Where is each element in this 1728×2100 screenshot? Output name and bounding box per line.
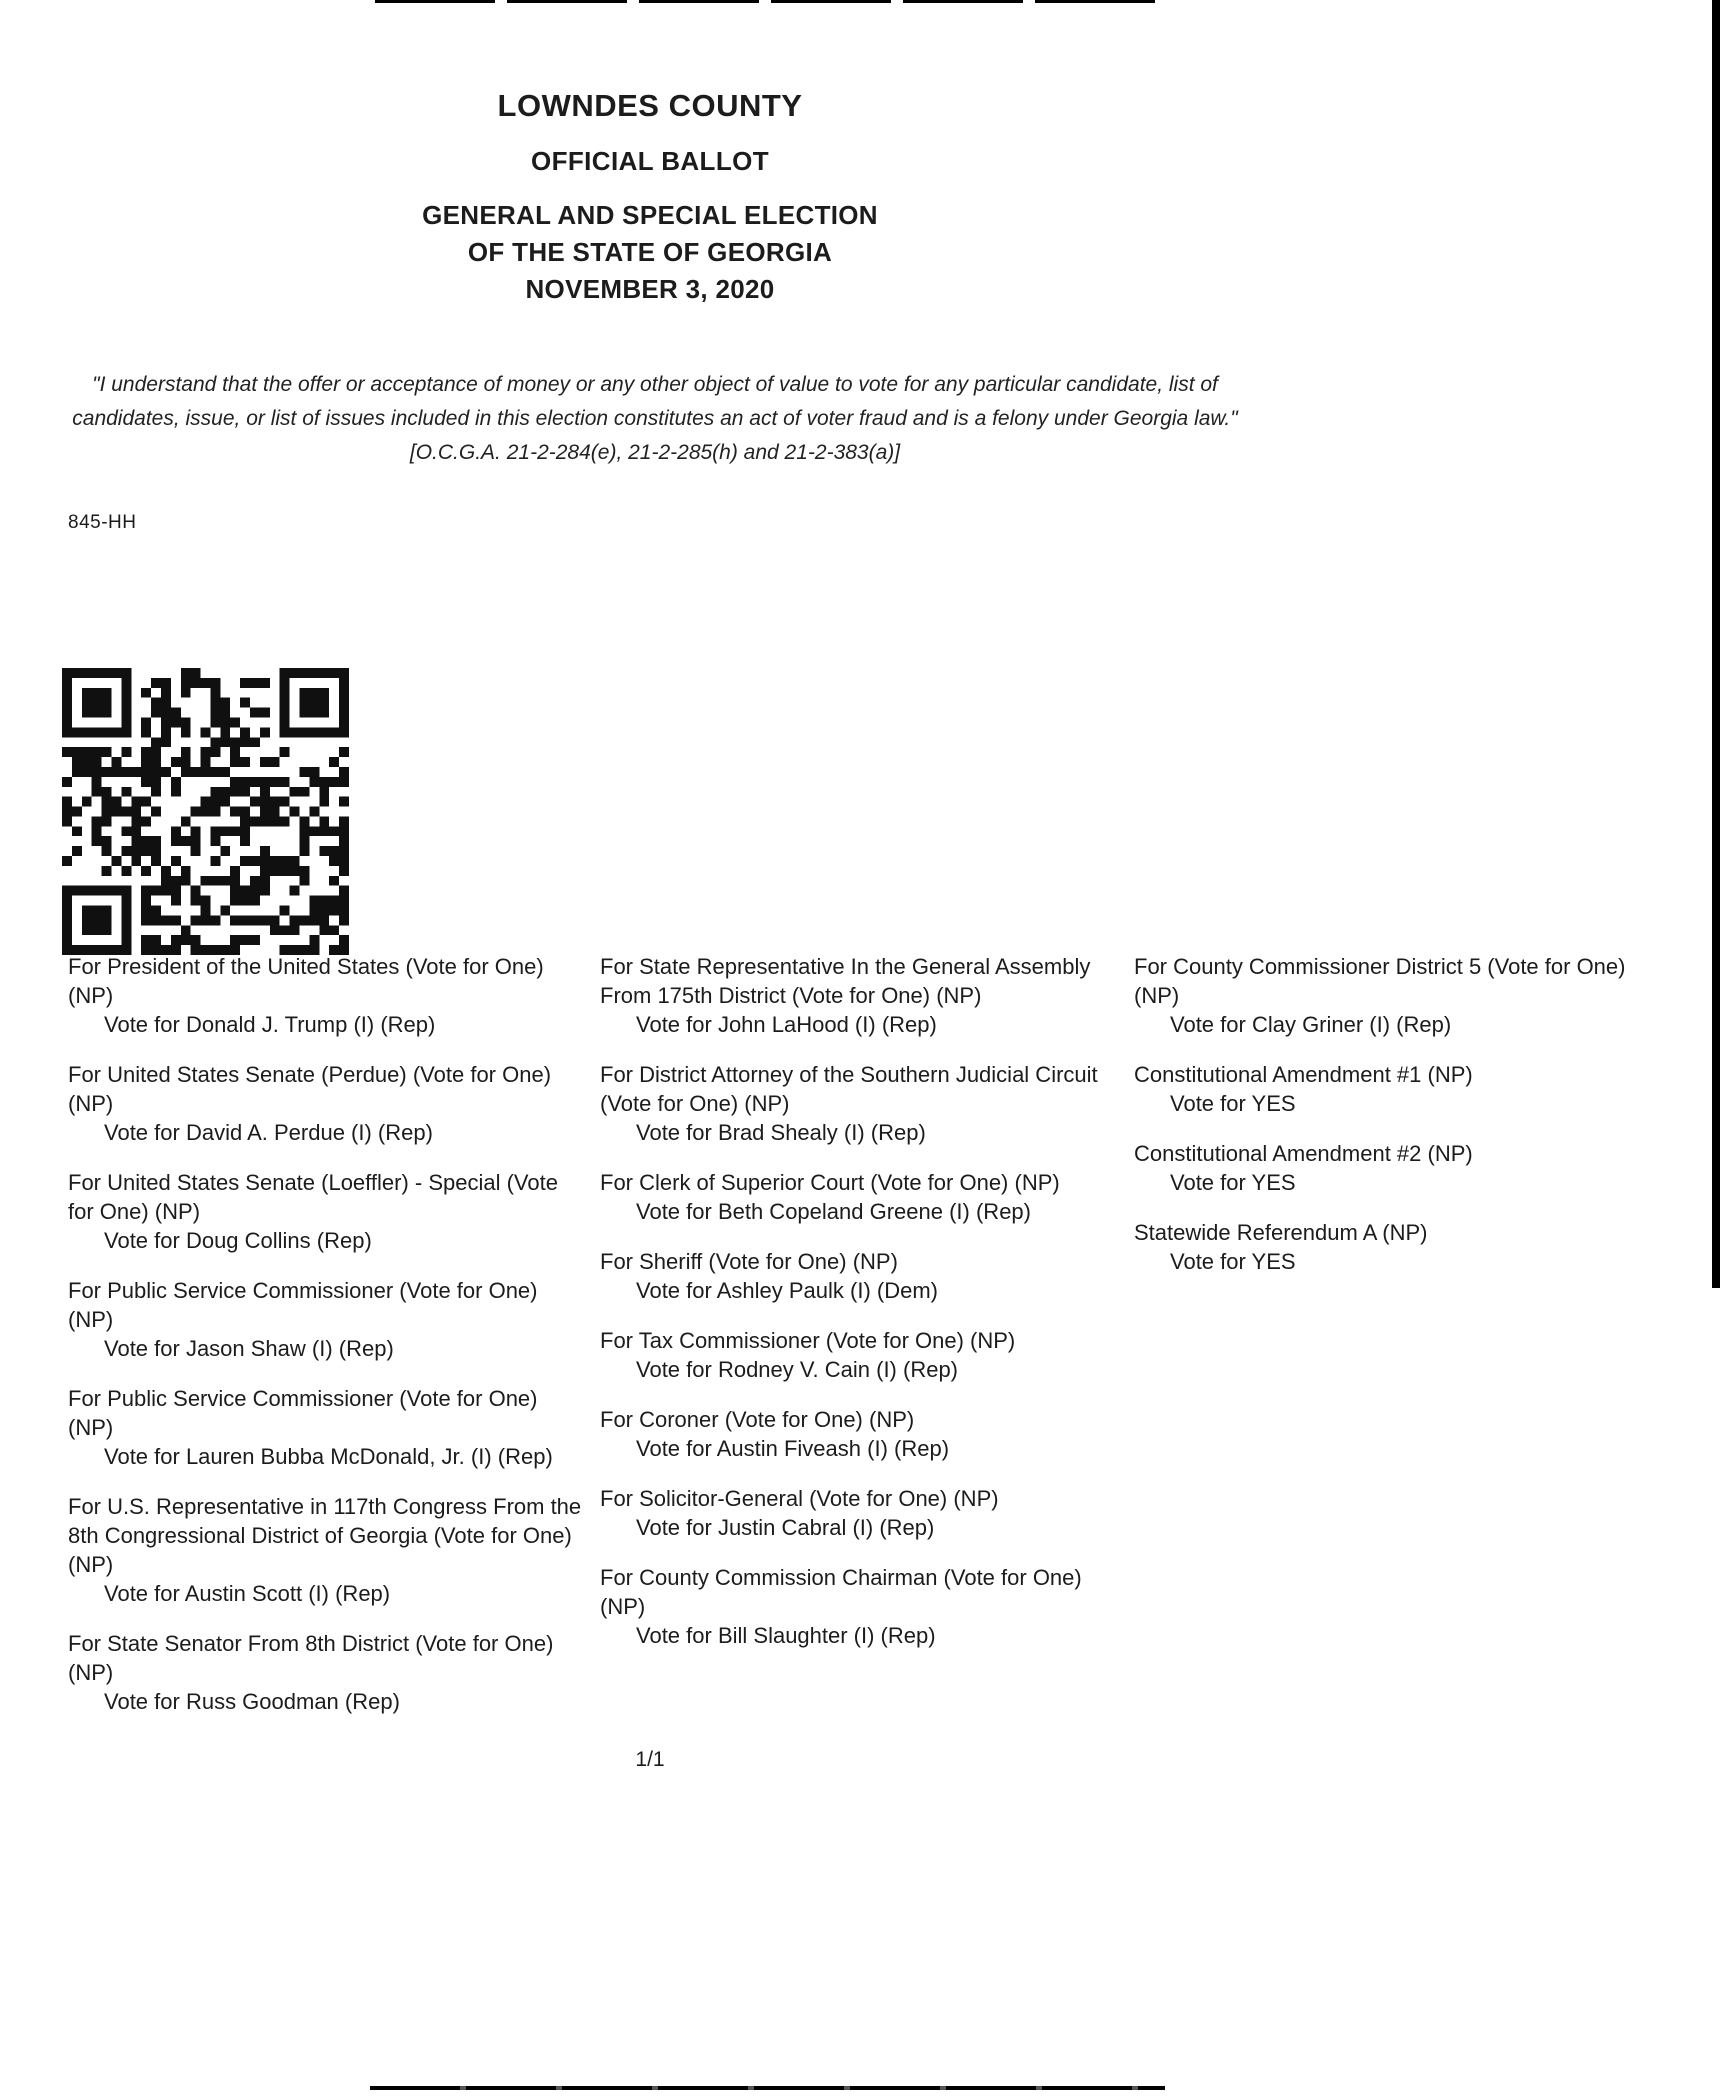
- vote-selection: Vote for Bill Slaughter (I) (Rep): [636, 1623, 936, 1648]
- scan-artifact-bottom-line: [370, 2086, 1165, 2090]
- qr-code-image: [62, 668, 349, 955]
- vote-selection: Vote for Lauren Bubba McDonald, Jr. (I) (Rep): [104, 1444, 553, 1469]
- election-title-line1: GENERAL AND SPECIAL ELECTION: [422, 200, 878, 230]
- contest: [600, 1484, 1120, 1542]
- scan-artifact-right-bar: [1712, 0, 1720, 1288]
- contest-title: For Solicitor-General (Vote for One) (NP): [600, 1486, 999, 1511]
- qr-code: [62, 668, 349, 955]
- vote-selection: Vote for YES: [1170, 1170, 1296, 1195]
- contest: [1134, 1218, 1674, 1276]
- contest: [600, 1326, 1120, 1384]
- contest: [600, 1060, 1120, 1147]
- contest-title: Constitutional Amendment #2 (NP): [1134, 1141, 1473, 1166]
- vote-selection: Vote for Justin Cabral (I) (Rep): [636, 1515, 935, 1540]
- contest-title: For Clerk of Superior Court (Vote for One) (NP): [600, 1170, 1060, 1195]
- vote-selection: Vote for Clay Griner (I) (Rep): [1170, 1012, 1452, 1037]
- vote-selection: Vote for Brad Shealy (I) (Rep): [636, 1120, 926, 1145]
- contest: [68, 1384, 588, 1471]
- contest: [68, 1060, 588, 1147]
- vote-selection: Vote for Russ Goodman (Rep): [104, 1689, 400, 1714]
- contest: [68, 952, 588, 1039]
- contest-title: For Sheriff (Vote for One) (NP): [600, 1249, 898, 1274]
- vote-selection: Vote for YES: [1170, 1249, 1296, 1274]
- vote-selection: Vote for Austin Fiveash (I) (Rep): [636, 1436, 950, 1461]
- contest-title: For State Senator From 8th District (Vote for One) (NP): [68, 1631, 554, 1685]
- official-ballot-title: OFFICIAL BALLOT: [530, 146, 770, 176]
- contest: [68, 1492, 588, 1608]
- ballot-column: [600, 952, 1120, 1671]
- vote-selection: Vote for Ashley Paulk (I) (Dem): [636, 1278, 938, 1303]
- contest-title: For Public Service Commissioner (Vote for One) (NP): [68, 1278, 538, 1332]
- contest-title: For County Commissioner District 5 (Vote for One) (NP): [1134, 954, 1626, 1008]
- ballot-header: [0, 88, 1300, 308]
- contest-title: For State Representative In the General Assembly From 175th District (Vote for One) (NP): [600, 954, 1091, 1008]
- contest-title: For Coroner (Vote for One) (NP): [600, 1407, 915, 1432]
- contest-title: For United States Senate (Perdue) (Vote for One) (NP): [68, 1062, 552, 1116]
- ballot-column: [68, 952, 588, 1737]
- ballot-style-code: 845-HH: [68, 512, 137, 533]
- vote-selection: Vote for John LaHood (I) (Rep): [636, 1012, 937, 1037]
- contest-title: For U.S. Representative in 117th Congress From the 8th Congressional District of Georgia (Vote for One) (NP): [68, 1494, 582, 1577]
- contest: [600, 1405, 1120, 1463]
- county-title: LOWNDES COUNTY: [497, 88, 803, 123]
- contest: [600, 1247, 1120, 1305]
- contest-title: For Public Service Commissioner (Vote for One) (NP): [68, 1386, 538, 1440]
- contest: [600, 952, 1120, 1039]
- contest-title: For Tax Commissioner (Vote for One) (NP): [600, 1328, 1016, 1353]
- vote-selection: Vote for Jason Shaw (I) (Rep): [104, 1336, 394, 1361]
- vote-selection: Vote for Donald J. Trump (I) (Rep): [104, 1012, 436, 1037]
- contest-title: Constitutional Amendment #1 (NP): [1134, 1062, 1473, 1087]
- vote-selection: Vote for David A. Perdue (I) (Rep): [104, 1120, 433, 1145]
- contest: [68, 1629, 588, 1716]
- election-title-line2: OF THE STATE OF GEORGIA: [467, 237, 833, 267]
- vote-selection: Vote for Beth Copeland Greene (I) (Rep): [636, 1199, 1031, 1224]
- contest-title: For District Attorney of the Southern Judicial Circuit (Vote for One) (NP): [600, 1062, 1098, 1116]
- contest-title: For United States Senate (Loeffler) - Special (Vote for One) (NP): [68, 1170, 558, 1224]
- ballot-column: [1134, 952, 1674, 1297]
- contest-title: Statewide Referendum A (NP): [1134, 1220, 1428, 1245]
- page-number: 1/1: [635, 1748, 665, 1771]
- vote-selection: Vote for Austin Scott (I) (Rep): [104, 1581, 391, 1606]
- vote-selection: Vote for Doug Collins (Rep): [104, 1228, 372, 1253]
- contest-title: For County Commission Chairman (Vote for One) (NP): [600, 1565, 1082, 1619]
- election-title-line3: NOVEMBER 3, 2020: [525, 274, 775, 304]
- contest-title: For President of the United States (Vote for One) (NP): [68, 954, 544, 1008]
- contest: [68, 1168, 588, 1255]
- contest: [600, 1563, 1120, 1650]
- vote-selection: Vote for Rodney V. Cain (I) (Rep): [636, 1357, 959, 1382]
- contest: [1134, 952, 1674, 1039]
- vote-selection: Vote for YES: [1170, 1091, 1296, 1116]
- contest: [1134, 1060, 1674, 1118]
- contest: [1134, 1139, 1674, 1197]
- contest: [68, 1276, 588, 1363]
- voter-fraud-disclaimer: "I understand that the offer or acceptance of money or any other object of value to vote for any particular candidate, list of candidates, issue, or list of issues included in this election constitutes an act of voter fraud and is a felony under Georgia law." [O.C.G.A. 21-2-284(e), 21-2-285(h) and 21-2-383(a)]: [72, 373, 1238, 464]
- contest: [600, 1168, 1120, 1226]
- scan-artifact-top-line: [375, 0, 1165, 3]
